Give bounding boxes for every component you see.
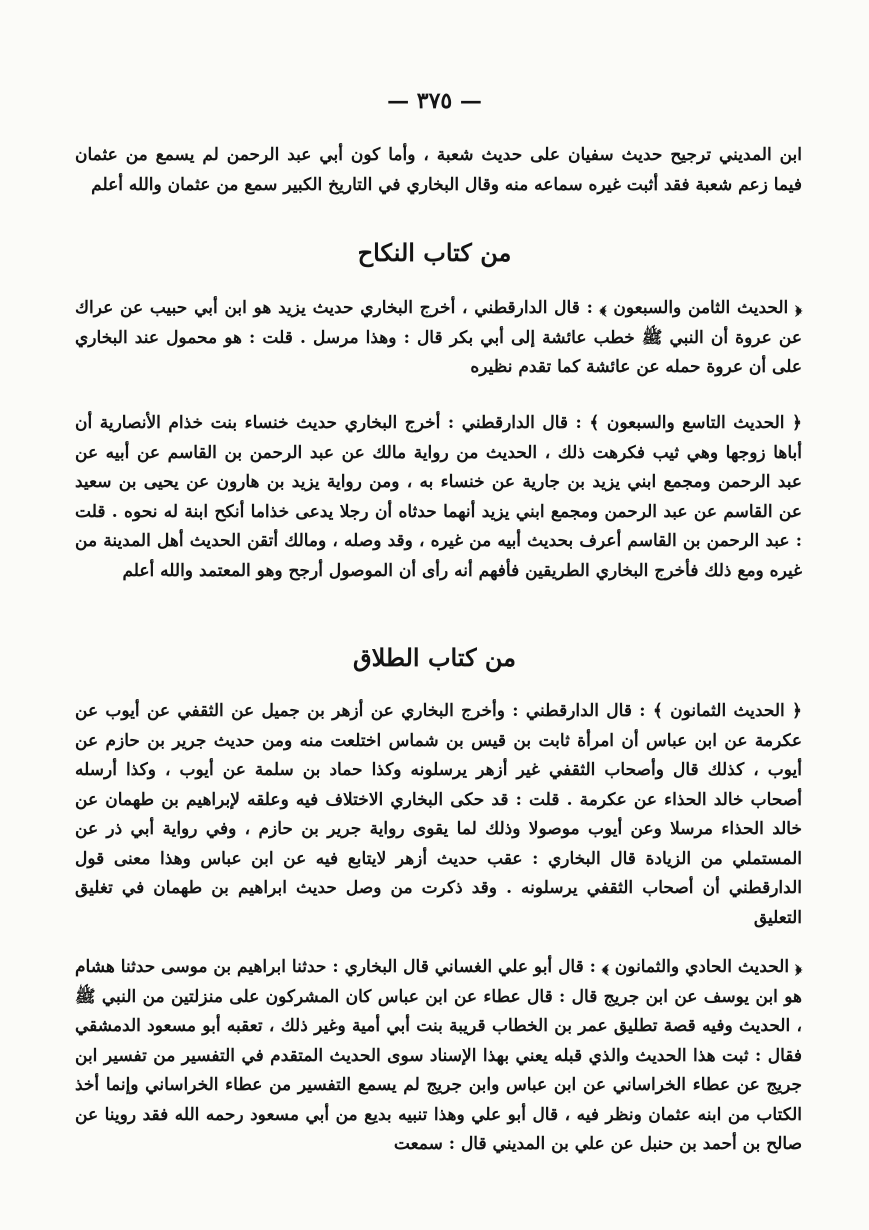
hadith-78-paragraph: ﴿ الحديث الثامن والسبعون ﴾ : قال الدارقطني ، أخرج البخاري حديث يزيد هو ابن أبي حبيب عن عراك عن عروة أن النبي ﷺ خطب عائشة إلى أبي بكر قال : وهذا مرسل . قلت : هو محمول عند البخاري على أن عروة حمله عن عائشة كما تقدم نظيره xyxy=(75,298,802,377)
page-number: — ٣٧٥ — xyxy=(387,88,482,114)
hadith-80-paragraph: ﴿ الحديث الثمانون ﴾ : قال الدارقطني : وأخرج البخاري عن أزهر بن جميل عن الثقفي عن أيوب عن عكرمة عن ابن عباس أن امرأة ثابت بن قيس بن شماس اختلعت منه ومن حديث جرير بن حازم عن أيوب ، كذلك قال وأصحاب الثقفي غير أزهر يرسلونه وكذا حماد بن سلمة عن أيوب ، وكذا أرسله أصحاب خالد الحذاء عن عكرمة . قلت : قد حكى البخاري الاختلاف فيه وعلقه لإبراهيم بن طهمان عن خالد الحذاء مرسلا وعن أيوب موصولا وذلك لما يقوى رواية جرير بن حازم ، وفي رواية أبي ذر عن المستملي من الزيادة قال البخاري : عقب حديث أزهر لايتابع فيه عن ابن عباس وهذا معنى قول الدارقطني أن أصحاب الثقفي يرسلونه . وقد ذكرت من وصل حديث ابراهيم بن طهمان في تغليق التعليق xyxy=(75,701,802,928)
intro-paragraph: ابن المديني ترجيح حديث سفيان على حديث شعبة ، وأما كون أبي عبد الرحمن لم يسمع من عثمان فيما زعم شعبة فقد أثبت غيره سماعه منه وقال البخاري في التاريخ الكبير سمع من عثمان والله أعلم xyxy=(75,145,802,195)
section-heading-nikah: من كتاب النكاح xyxy=(357,238,512,267)
hadith-79-paragraph: ﴿ الحديث التاسع والسبعون ﴾ : قال الدارقطني : أخرج البخاري حديث خنساء بنت خذام الأنصارية أن أباها زوجها وهي ثيب فكرهت ذلك ، الحديث من رواية مالك عن عبد الرحمن بن القاسم عن أبيه عن عبد الرحمن ومجمع ابني يزيد بن جارية عن خنساء به ، ومن رواية يزيد بن هارون عن يحيى بن سعيد عن القاسم عن عبد الرحمن ومجمع ابني يزيد أنهما حدثاه أن رجلا يدعى خذاما أنكح ابنة له نحوه . قلت : عبد الرحمن بن القاسم أعرف بحديث أبيه من غيره ، وقد وصله ، ومالك أتقن الحديث أهل المدينة من غيره ومع ذلك فأخرج البخاري الطريقين فأفهم أنه رأى أن الموصول أرجح وهو المعتمد والله أعلم xyxy=(75,413,802,581)
section-heading-talaq: من كتاب الطلاق xyxy=(352,643,517,672)
hadith-81-paragraph: ﴿ الحديث الحادي والثمانون ﴾ : قال أبو علي الغساني قال البخاري : حدثنا ابراهيم بن موسى حدثنا هشام هو ابن يوسف عن ابن جريج قال : قال عطاء عن ابن عباس كان المشركون على منزلتين من النبي ﷺ ، الحديث وفيه قصة تطليق عمر بن الخطاب قريبة بنت أبي أمية وغير ذلك ، تعقبه أبو مسعود الدمشقي فقال : ثبت هذا الحديث والذي قبله يعني بهذا الإسناد سوى الحديث المتقدم في التفسير من تفسير ابن جريج عن عطاء الخراساني عن ابن عباس وابن جريج لم يسمع التفسير من عطاء الخراساني وإنما أخذ الكتاب من ابنه عثمان ونظر فيه ، قال أبو علي وهذا تنبيه بديع من أبي مسعود رحمه الله فقد روينا عن صالح بن أحمد بن حنبل عن علي بن المديني قال : سمعت xyxy=(75,957,802,1154)
